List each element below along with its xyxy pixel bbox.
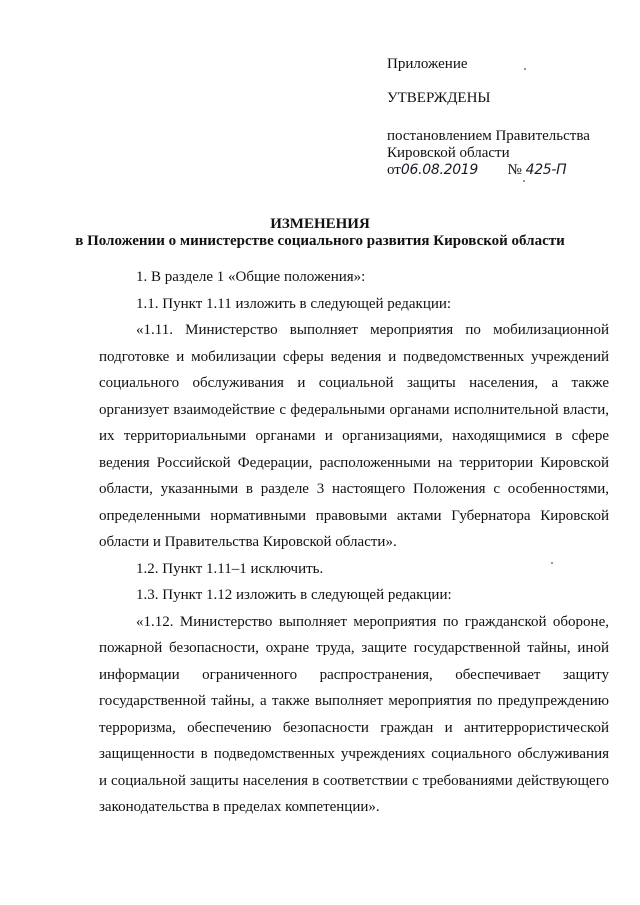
approved-label: УТВЕРЖДЕНЫ <box>387 90 491 106</box>
decree-line-1: постановлением Правительства <box>387 128 590 144</box>
scan-speck <box>523 180 525 182</box>
paragraph-1: 1. В разделе 1 «Общие положения»: <box>136 269 366 285</box>
paragraph-1-1: 1.1. Пункт 1.11 изложить в следующей редакции: <box>136 295 452 312</box>
appendix-label: Приложение <box>387 56 468 72</box>
paragraph-1-12-text: «1.12. Министерство выполняет мероприятия по гражданской обороне, пожарной безопасности, охране труда, защите государственной тайны, иной информации ограниченного распространения, обеспечивает защиту государственной тайны, а также выполняет мероприятия по предупреждению терроризма, обеспечению безопасности граждан и антитеррористической защищенности в подведомственных учреждениях социального обслуживания и социальной защиты населения в соответствии с требованиями действующего законодательства в пределах компетенции». <box>99 613 609 815</box>
document-body <box>99 264 609 821</box>
decree-number: 425-П <box>525 162 567 178</box>
document-subtitle: в Положении о министерстве социального развития Кировской области <box>75 233 565 249</box>
document-title: ИЗМЕНЕНИЯ <box>270 216 370 232</box>
scan-speck <box>551 562 553 564</box>
paragraph-1-2: 1.2. Пункт 1.11–1 исключить. <box>136 560 324 577</box>
number-prefix: № <box>507 162 522 178</box>
date-prefix: от <box>387 162 401 178</box>
decree-date-number-line <box>387 162 566 179</box>
scan-speck <box>524 68 526 70</box>
decree-date: 06.08.2019 <box>400 162 479 178</box>
paragraph-1-11-text: «1.11. Министерство выполняет мероприятия по мобилизационной подготовке и мобилизации сферы ведения и подведомственных учреждений социального обслуживания и социальной защиты населения, а также организует взаимодействие с федеральными органами исполнительной власти, их территориальными органами и организациями, находящимися в сфере ведения Российской Федерации, расположенными на территории Кировской области, указанными в разделе 3 настоящего Положения с особенностями, определенными нормативными правовыми актами Губернатора Кировской области и Правительства Кировской области». <box>99 322 609 550</box>
decree-line-2: Кировской области <box>387 145 510 161</box>
paragraph-1-3: 1.3. Пункт 1.12 изложить в следующей редакции: <box>136 587 452 603</box>
